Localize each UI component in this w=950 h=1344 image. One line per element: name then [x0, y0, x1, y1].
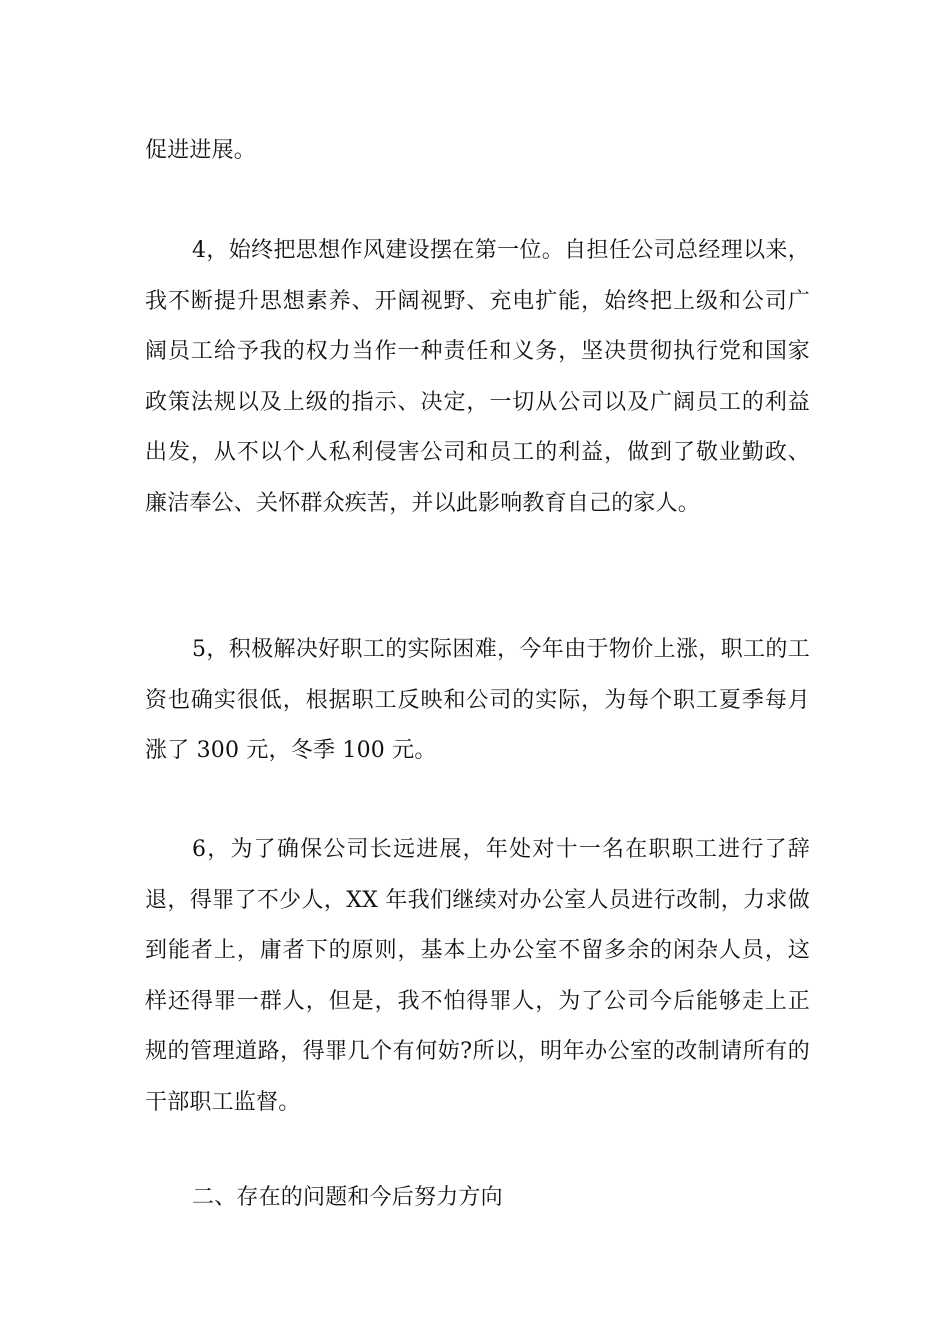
paragraph-continuation: 促进进展。 — [145, 138, 257, 163]
paragraph-item-5: 5，积极解决好职工的实际困难，今年由于物价上涨，职工的工资也确实很低，根据职工反映和公司的实际，为每个职工夏季每月涨了 300 元，冬季 100 元。 — [145, 637, 810, 763]
paragraph-item-4: 4，始终把思想作风建设摆在第一位。自担任公司总经理以来，我不断提升思想素养、开阔视野、充电扩能，始终把上级和公司广阔员工给予我的权力当作一种责任和义务，坚决贯彻执行党和国家政策法规以及上级的指示、决定，一切从公司以及广阔员工的利益出发，从不以个人私利侵害公司和员工的利益，做到了敬业勤政、廉洁奉公、关怀群众疾苦，并以此影响教育自己的家人。 — [145, 238, 810, 516]
section-heading: 二、存在的问题和今后努力方向 — [192, 1185, 503, 1210]
paragraph-item-6: 6，为了确保公司长远进展，年处对十一名在职职工进行了辞退，得罪了不少人，XX 年我们继续对办公室人员进行改制，力求做到能者上，庸者下的原则，基本上办公室不留多余的闲杂人员，这样还得罪一群人，但是，我不怕得罪人，为了公司今后能够走上正规的管理道路，得罪几个有何妨?所以，明年办公室的改制请所有的干部职工监督。 — [145, 837, 810, 1115]
